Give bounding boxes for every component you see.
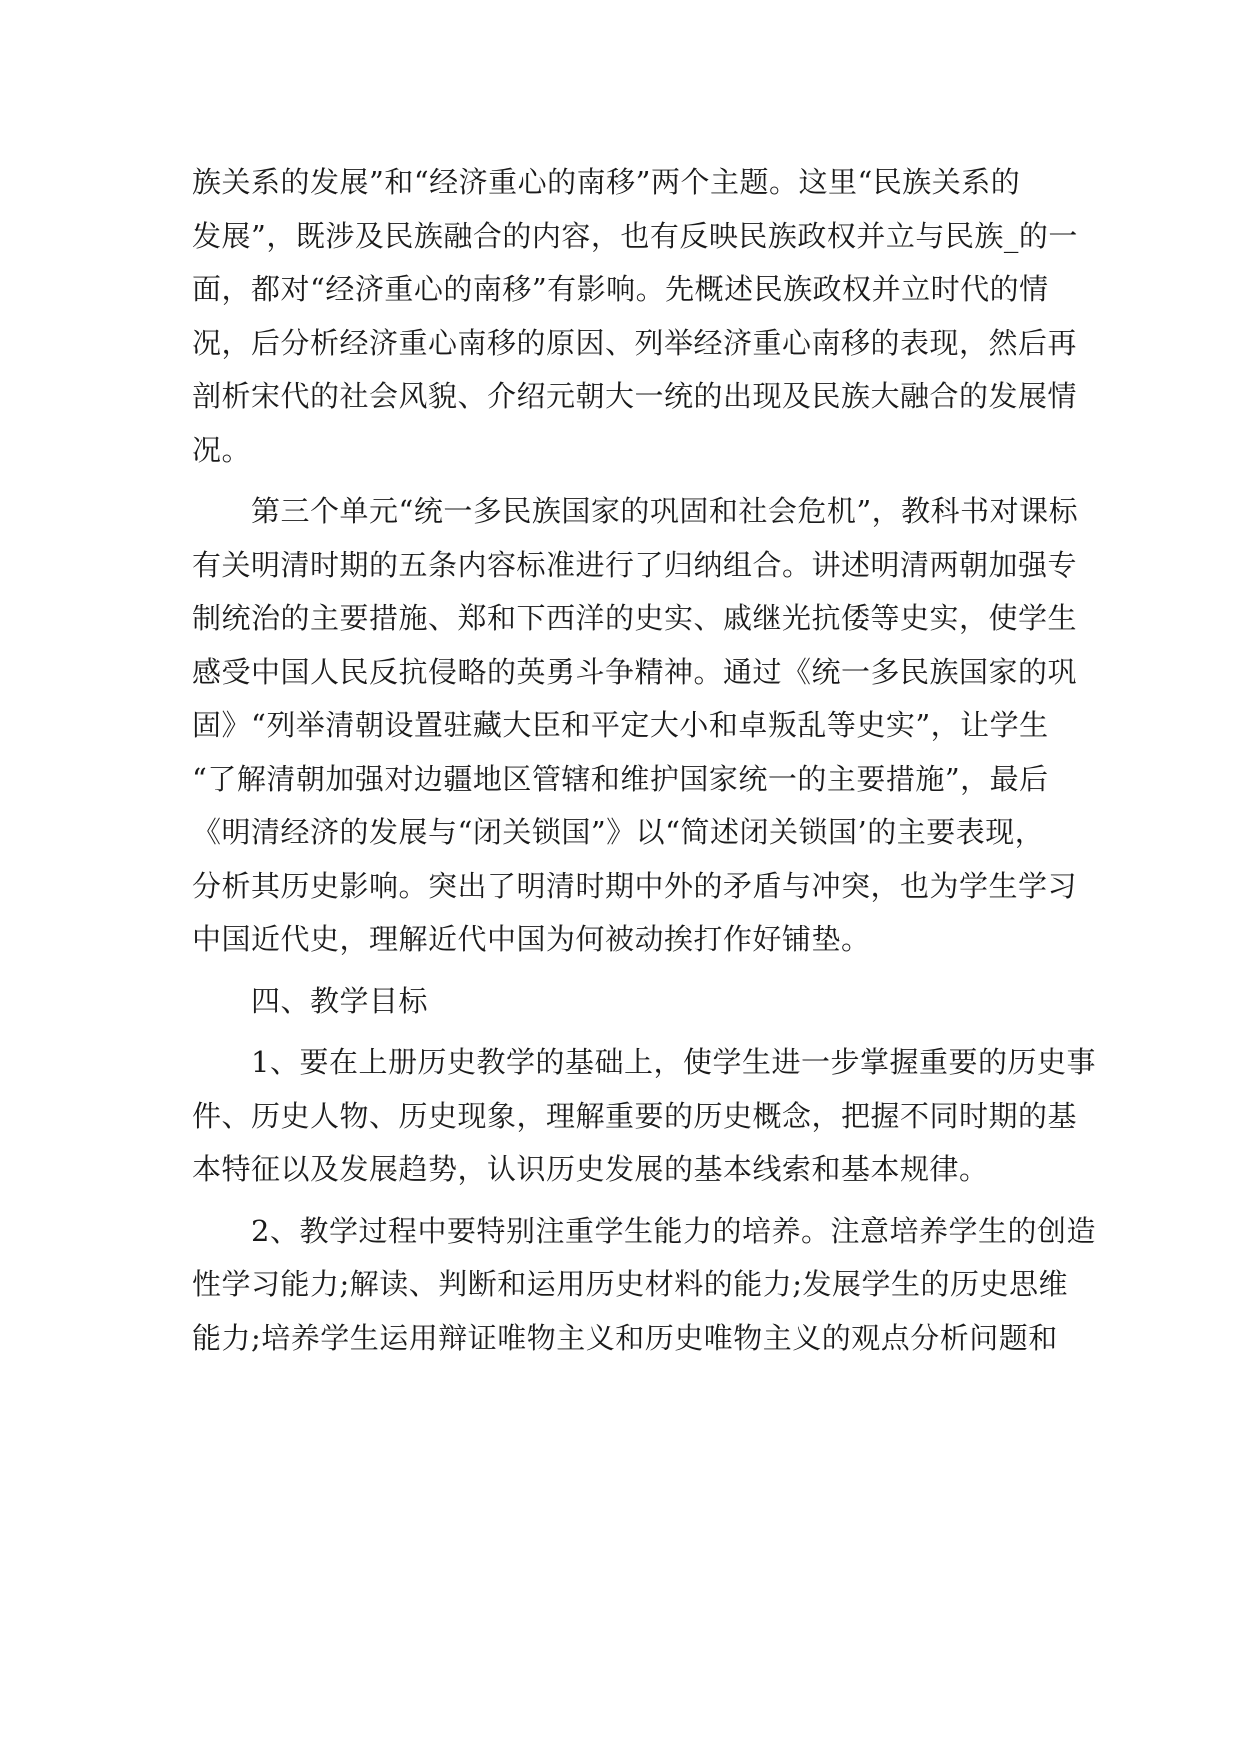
text-line: 本特征以及发展趋势，认识历史发展的基本线索和基本规律。 — [192, 1152, 989, 1186]
text-line: 中国近代史，理解近代中国为何被动挨打作好铺垫。 — [192, 922, 871, 956]
heading-text: 四、教学目标 — [192, 983, 429, 1018]
text-line: 制统治的主要措施、郑和下西洋的史实、戚继光抗倭等史实，使学生 — [192, 601, 1078, 635]
text-line: 族关系的发展”和“经济重心的南移”两个主题。这里“民族关系的 — [192, 165, 1021, 199]
text-line: 有关明清时期的五条内容标准进行了归纳组合。讲述明清两朝加强专 — [192, 547, 1078, 582]
text-line: 第三个单元“统一多民族国家的巩固和社会危机”，教科书对课标 — [192, 494, 1079, 528]
paragraph-unit-three — [192, 485, 1079, 967]
text-line: 剖析宋代的社会风貌、介绍元朝大一统的出现及民族大融合的发展情 — [192, 379, 1078, 413]
text-line: 感受中国人民反抗侵略的英勇斗争精神。通过《统一多民族国家的巩 — [192, 654, 1078, 689]
text-line: 性学习能力;解读、判断和运用历史材料的能力;发展学生的历史思维 — [192, 1267, 1069, 1301]
text-line: 面，都对“经济重心的南移”有影响。先概述民族政权并立时代的情 — [192, 272, 1049, 306]
text-line: 固》“列举清朝设置驻藏大臣和平定大小和卓叛乱等史实”，让学生 — [192, 708, 1049, 742]
text-line: 《明清经济的发展与“闭关锁国”》以“简述闭关锁国’的主要表现， — [192, 815, 1045, 849]
text-line: “了解清朝加强对边疆地区管辖和维护国家统一的主要措施”，最后 — [192, 761, 1049, 796]
paragraph-goal-one — [192, 1036, 1096, 1197]
text-line: 况，后分析经济重心南移的原因、列举经济重心南移的表现，然后再 — [192, 325, 1078, 360]
text-line: 发展”，既涉及民族融合的内容，也有反映民族政权并立与民族_的一 — [192, 218, 1078, 253]
paragraph-ethnic-relations — [192, 156, 1078, 477]
section-heading-teaching-goals — [192, 975, 1064, 1029]
text-line: 能力;培养学生运用辩证唯物主义和历史唯物主义的观点分析问题和 — [192, 1320, 1058, 1355]
paragraph-goal-two — [192, 1205, 1096, 1366]
text-line: 分析其历史影响。突出了明清时期中外的矛盾与冲突，也为学生学习 — [192, 868, 1078, 903]
text-line: 况。 — [192, 432, 252, 467]
text-line: 2、教学过程中要特别注重学生能力的培养。注意培养学生的创造 — [192, 1213, 1096, 1248]
text-line: 件、历史人物、历史现象，理解重要的历史概念，把握不同时期的基 — [192, 1098, 1078, 1133]
document-body — [192, 156, 1096, 1365]
text-line: 1、要在上册历史教学的基础上，使学生进一步掌握重要的历史事 — [192, 1045, 1096, 1079]
